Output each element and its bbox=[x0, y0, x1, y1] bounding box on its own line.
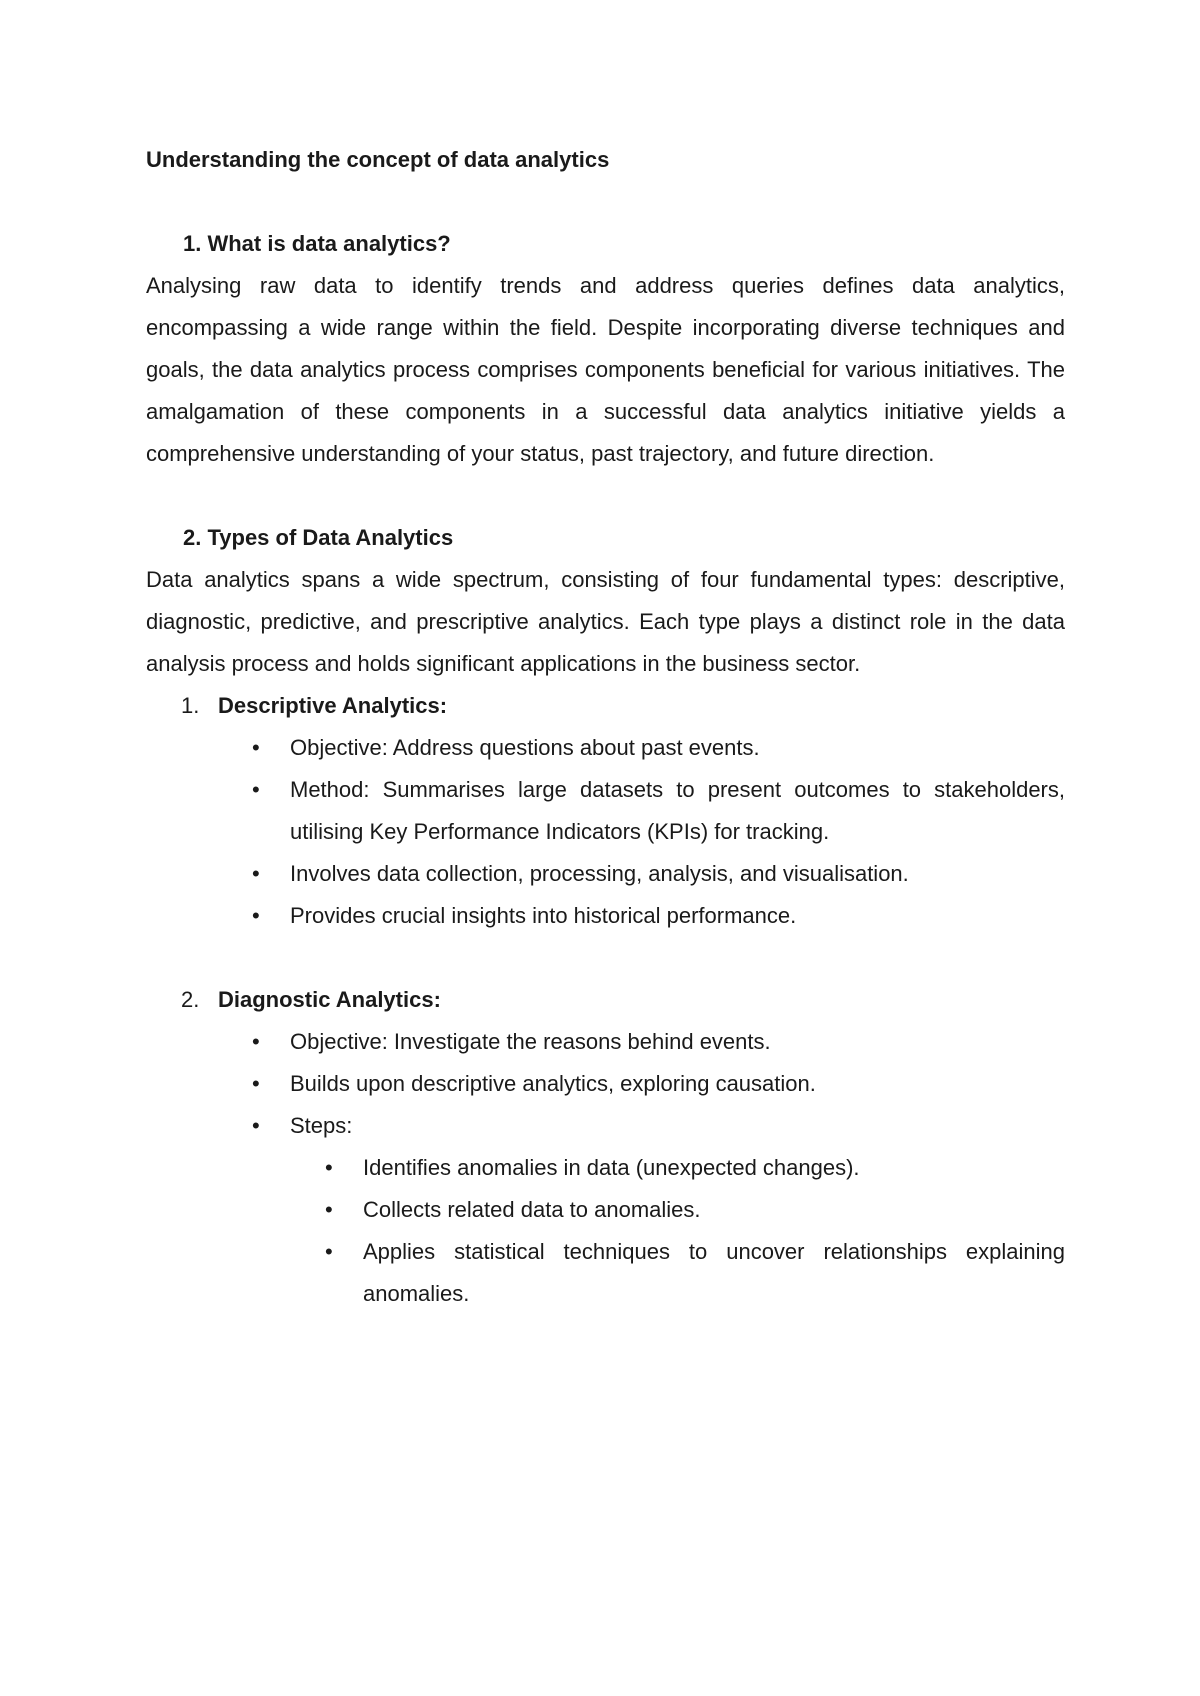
bullet-text: Collects related data to anomalies. bbox=[363, 1197, 701, 1222]
type-heading-descriptive bbox=[146, 685, 1065, 727]
bullet-icon: • bbox=[252, 1113, 260, 1138]
bullet-text: Involves data collection, processing, analysis, and visualisation. bbox=[290, 861, 909, 886]
type-number: 1. bbox=[181, 693, 200, 718]
bullet-text: Builds upon descriptive analytics, exploring causation. bbox=[290, 1071, 816, 1096]
bullet-text: Steps: bbox=[290, 1113, 353, 1138]
type-label: Descriptive Analytics: bbox=[218, 693, 448, 718]
bullet-icon: • bbox=[252, 1029, 260, 1054]
type-label: Diagnostic Analytics: bbox=[218, 987, 441, 1012]
type-heading-diagnostic bbox=[146, 979, 1065, 1021]
spacer bbox=[146, 475, 1065, 517]
bullet-icon: • bbox=[252, 777, 260, 802]
list-item bbox=[146, 1105, 1065, 1147]
bullet-text: Objective: Investigate the reasons behind events. bbox=[290, 1029, 771, 1054]
spacer bbox=[146, 181, 1065, 223]
bullet-text: Identifies anomalies in data (unexpected changes). bbox=[363, 1155, 860, 1180]
section-heading-types: 2. Types of Data Analytics bbox=[183, 525, 454, 550]
bullet-icon: • bbox=[252, 1071, 260, 1096]
list-item-nested bbox=[146, 1147, 1065, 1189]
bullet-text: Provides crucial insights into historical performance. bbox=[290, 903, 797, 928]
bullet-icon: • bbox=[252, 861, 260, 886]
list-item bbox=[146, 769, 1065, 853]
list-item bbox=[146, 1063, 1065, 1105]
bullet-icon: • bbox=[325, 1197, 333, 1222]
list-item-nested bbox=[146, 1189, 1065, 1231]
list-item bbox=[146, 1021, 1065, 1063]
bullet-icon: • bbox=[252, 903, 260, 928]
list-item bbox=[146, 895, 1065, 937]
type-number: 2. bbox=[181, 987, 200, 1012]
list-item bbox=[146, 727, 1065, 769]
bullet-text: Method: Summarises large datasets to present outcomes to stakeholders, utilising Key Performance Indicators (KPIs) for tracking. bbox=[290, 777, 1065, 844]
bullet-icon: • bbox=[325, 1239, 333, 1264]
list-item-nested bbox=[146, 1231, 1065, 1315]
list-item bbox=[146, 853, 1065, 895]
section-paragraph-types: Data analytics spans a wide spectrum, consisting of four fundamental types: descriptive, diagnostic, predictive, and prescriptive analytics. Each type plays a distinct role in the data analysis process and holds significant applications in the business sector. bbox=[146, 567, 1065, 676]
bullet-text: Applies statistical techniques to uncover relationships explaining anomalies. bbox=[363, 1239, 1065, 1306]
section-heading-what-is: 1. What is data analytics? bbox=[183, 231, 451, 256]
spacer bbox=[146, 937, 1065, 979]
document-title: Understanding the concept of data analytics bbox=[146, 147, 610, 172]
bullet-icon: • bbox=[325, 1155, 333, 1180]
bullet-icon: • bbox=[252, 735, 260, 760]
bullet-text: Objective: Address questions about past events. bbox=[290, 735, 760, 760]
section-paragraph-what-is: Analysing raw data to identify trends and address queries defines data analytics, encompassing a wide range within the field. Despite incorporating diverse techniques and goals, the data analytics process comprises components beneficial for various initiatives. The amalgamation of these components in a successful data analytics initiative yields a comprehensive understanding of your status, past trajectory, and future direction. bbox=[146, 273, 1065, 466]
